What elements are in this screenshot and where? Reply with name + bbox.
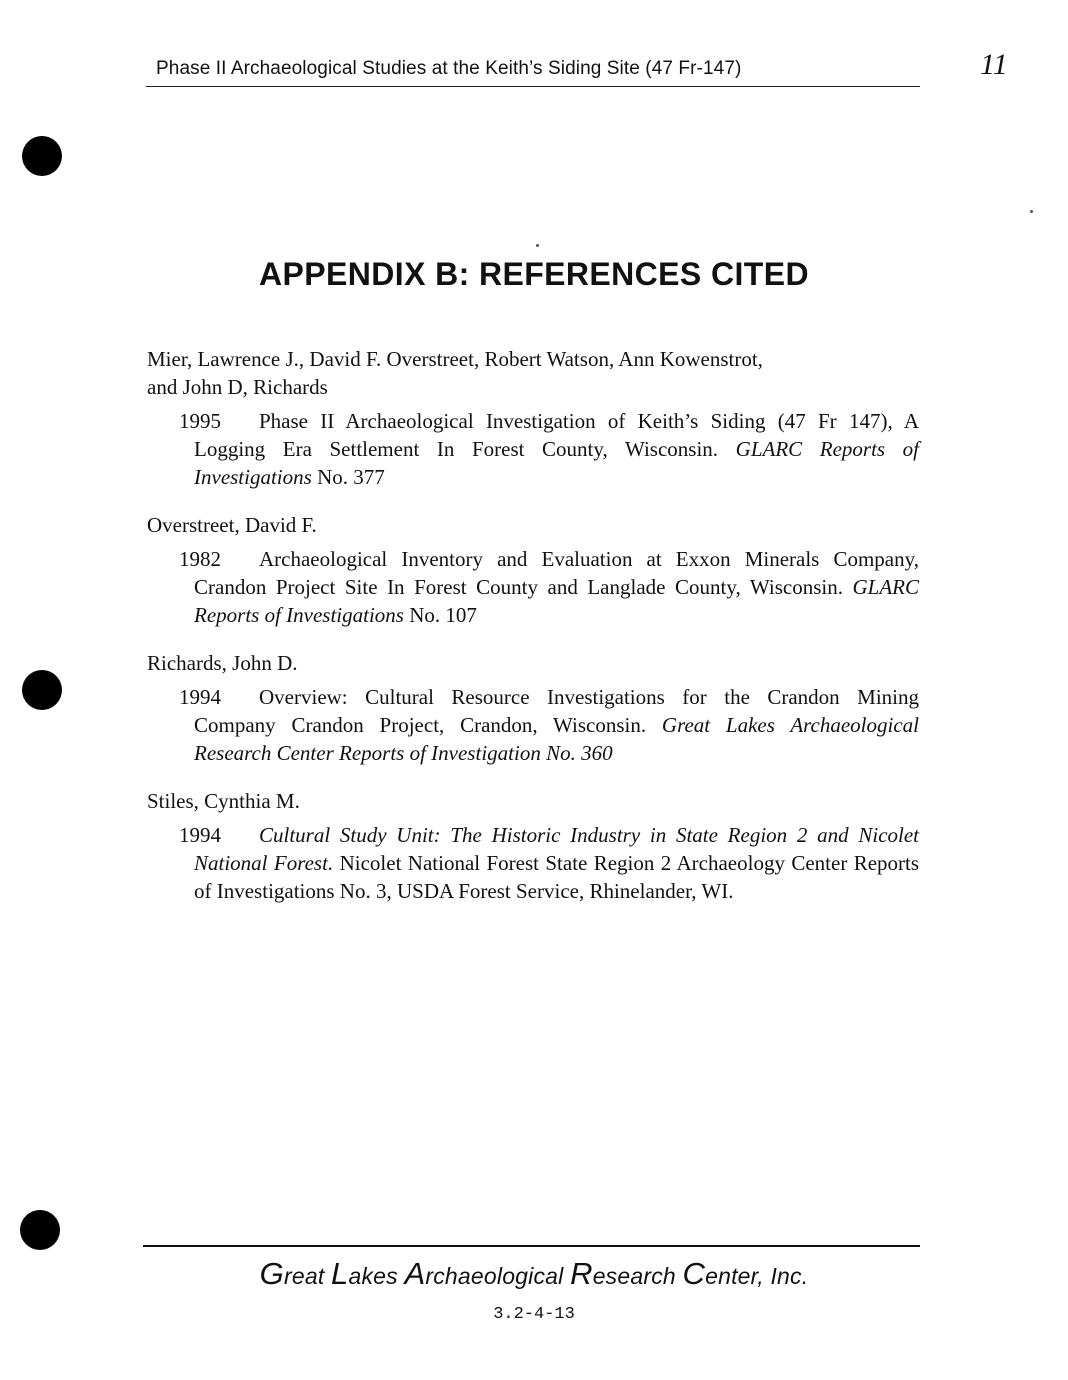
footer-organization [0,1256,1068,1292]
references-list [147,345,919,925]
page-title: APPENDIX B: REFERENCES CITED [259,256,809,292]
org-word: Lakes [331,1256,405,1291]
reference-series: GLARC Reports of Investigations [194,575,919,627]
reference-body [147,683,919,767]
reference-title: Archaeological Inventory and Evaluation at Exxon Minerals Company, Crandon Project Site In Forest County and Langlade County, Wisconsin. [194,547,919,599]
org-word: Great [259,1256,332,1291]
page-number: 11 [980,48,1008,81]
punch-hole-bottom [20,1210,60,1250]
reference-number: No. 107 [409,603,477,627]
reference-entry [147,649,919,767]
reference-publisher: Nicolet National Forest State Region 2 Archaeology Center Reports of Investigations No. 3, USDA Forest Service, Rhinelander, WI. [194,851,920,903]
scan-speck [536,244,539,247]
reference-entry [147,511,919,629]
reference-author: Mier, Lawrence J., David F. Overstreet, Robert Watson, Ann Kowenstrot, [147,347,763,371]
reference-entry [147,345,919,491]
punch-hole-top [22,136,62,176]
reference-number: No. 377 [317,465,385,489]
reference-year: 1995 [179,409,221,433]
reference-series: GLARC Reports of Investigations [194,437,920,489]
document-code: 3.2-4-13 [493,1305,575,1324]
running-head: Phase II Archaeological Studies at the Keith’s Siding Site (47 Fr-147) [156,58,742,79]
reference-body [147,407,919,491]
org-word: Archaeological [404,1256,571,1291]
reference-year: 1994 [179,685,221,709]
reference-title: Phase II Archaeological Investigation of Keith’s Siding (47 Fr 147), A Logging Era Settlement In Forest County, Wisconsin. [194,409,919,461]
reference-title: Overview: Cultural Resource Investigations for the Crandon Mining Company Crandon Project, Crandon, Wisconsin. [194,685,919,737]
reference-author: Stiles, Cynthia M. [147,789,300,813]
reference-author-continued: and John D, Richards [147,375,328,399]
reference-year: 1982 [179,547,221,571]
reference-title: Cultural Study Unit: The Historic Industry in State Region 2 and Nicolet National Forest. [194,823,919,875]
reference-entry [147,787,919,905]
reference-body [147,545,919,629]
scan-speck [1030,210,1033,213]
punch-hole-middle [22,670,62,710]
reference-year: 1994 [179,823,221,847]
header-rule [146,86,920,87]
reference-author: Overstreet, David F. [147,513,317,537]
reference-series: Great Lakes Archaeological Research Center Reports of Investigation No. 360 [194,713,920,765]
org-word: Research [570,1256,683,1291]
footer-rule [143,1245,920,1247]
reference-body [147,821,919,905]
reference-author: Richards, John D. [147,651,298,675]
org-word: Center, Inc. [682,1256,809,1291]
